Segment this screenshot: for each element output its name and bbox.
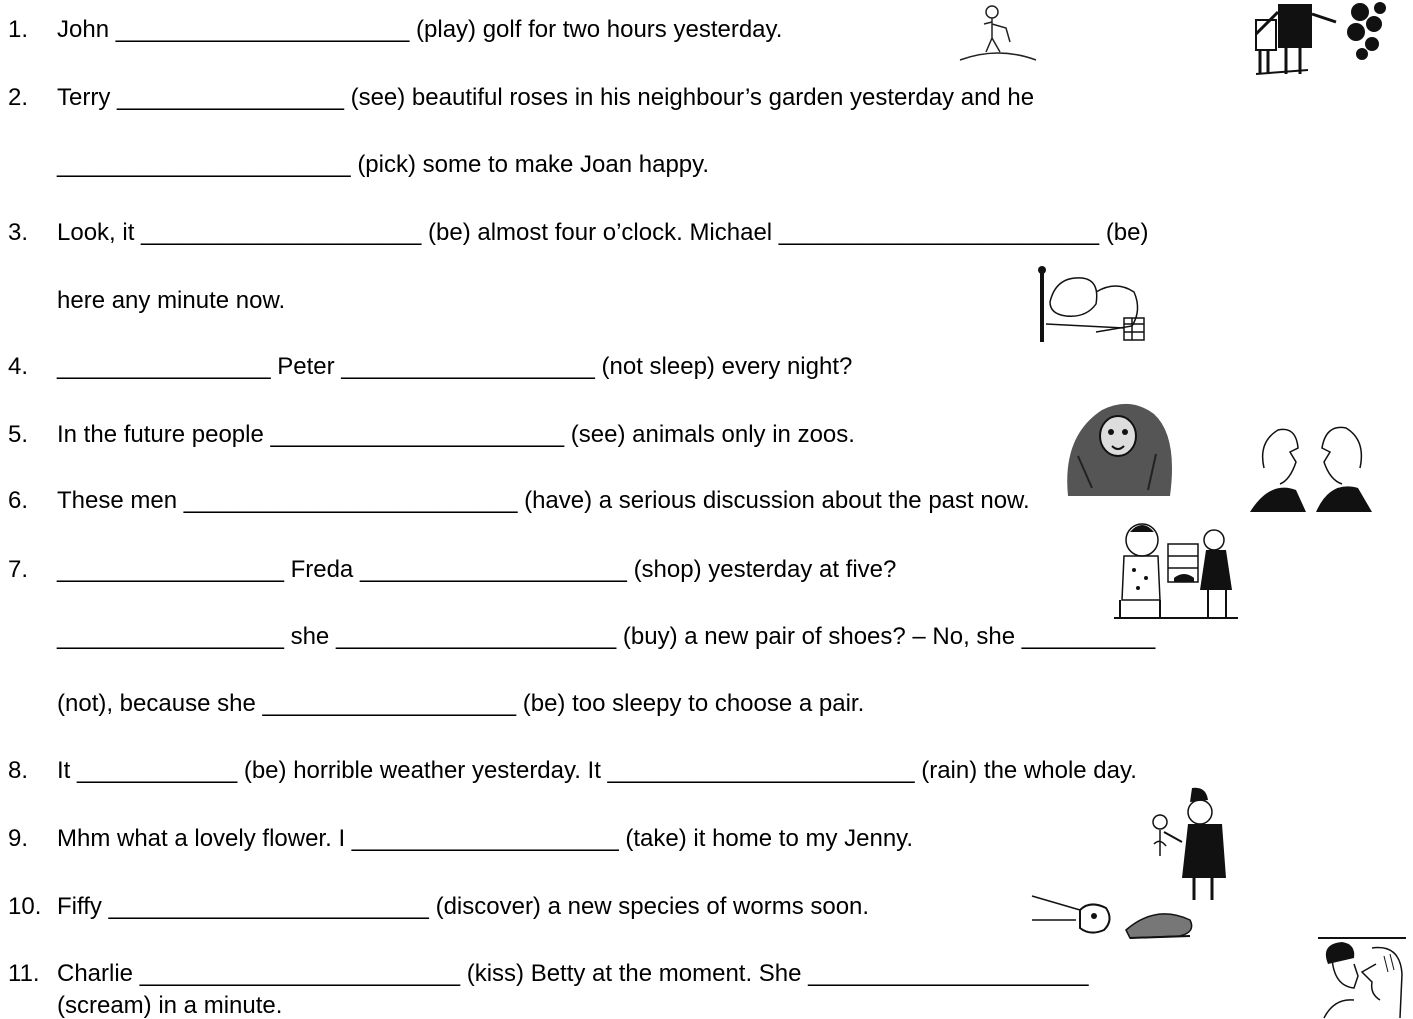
item-number-4: 4. — [8, 353, 29, 380]
couple-kissing-drawing — [1314, 934, 1410, 1019]
sentence-2-line-1: Terry _________________ (see) beautiful roses in his neighbour’s garden yesterday and he — [57, 84, 1035, 111]
item-number-7: 7. — [8, 556, 29, 583]
sentence-9: Mhm what a lovely flower. I ____________________ (take) it home to my Jenny. — [57, 825, 914, 852]
two-men-talking-drawing — [1250, 418, 1372, 512]
sentence-6: These men _________________________ (have) a serious discussion about the past now. — [57, 487, 1030, 514]
sentence-11-line-1: Charlie ________________________ (kiss) Betty at the moment. She _____________________ — [57, 960, 1089, 987]
couple-with-roses-drawing — [1248, 0, 1398, 78]
item-number-1: 1. — [8, 16, 29, 43]
item-number-5: 5. — [8, 421, 29, 448]
sentence-5: In the future people ______________________ (see) animals only in zoos. — [57, 421, 855, 448]
item-number-10: 10. — [8, 893, 42, 920]
sentence-2-line-2: ______________________ (pick) some to make Joan happy. — [57, 151, 710, 178]
item-number-8: 8. — [8, 757, 29, 784]
item-number-3: 3. — [8, 219, 29, 246]
golfer-drawing — [958, 0, 1038, 62]
item-number-6: 6. — [8, 487, 29, 514]
sentence-7-line-3: (not), because she ___________________ (be) too sleepy to choose a pair. — [57, 690, 865, 717]
sentence-3-line-1: Look, it _____________________ (be) almost four o’clock. Michael ________________________ (be) — [57, 219, 1149, 246]
item-number-11: 11. — [8, 960, 40, 987]
sentence-1: John ______________________ (play) golf for two hours yesterday. — [57, 16, 783, 43]
ape-drawing — [1058, 396, 1180, 500]
shoe-shop-drawing — [1108, 520, 1244, 620]
item-number-9: 9. — [8, 825, 29, 852]
sentence-10: Fiffy ________________________ (discover) a new species of worms soon. — [57, 893, 870, 920]
sentence-11-line-2: (scream) in a minute. — [57, 992, 283, 1019]
dog-sniffing-drawing — [1030, 880, 1202, 946]
sentence-8: It ____________ (be) horrible weather yesterday. It _______________________ (rain) the whole day. — [57, 757, 1137, 784]
sentence-7-line-1: _________________ Freda ____________________ (shop) yesterday at five? — [57, 556, 897, 583]
sentence-4: ________________ Peter ___________________ (not sleep) every night? — [57, 353, 853, 380]
sentence-3-line-2: here any minute now. — [57, 287, 286, 314]
man-in-bed-drawing — [1036, 262, 1148, 344]
sentence-7-line-2: _________________ she _____________________ (buy) a new pair of shoes? – No, she __________ — [57, 623, 1156, 650]
item-number-2: 2. — [8, 84, 29, 111]
